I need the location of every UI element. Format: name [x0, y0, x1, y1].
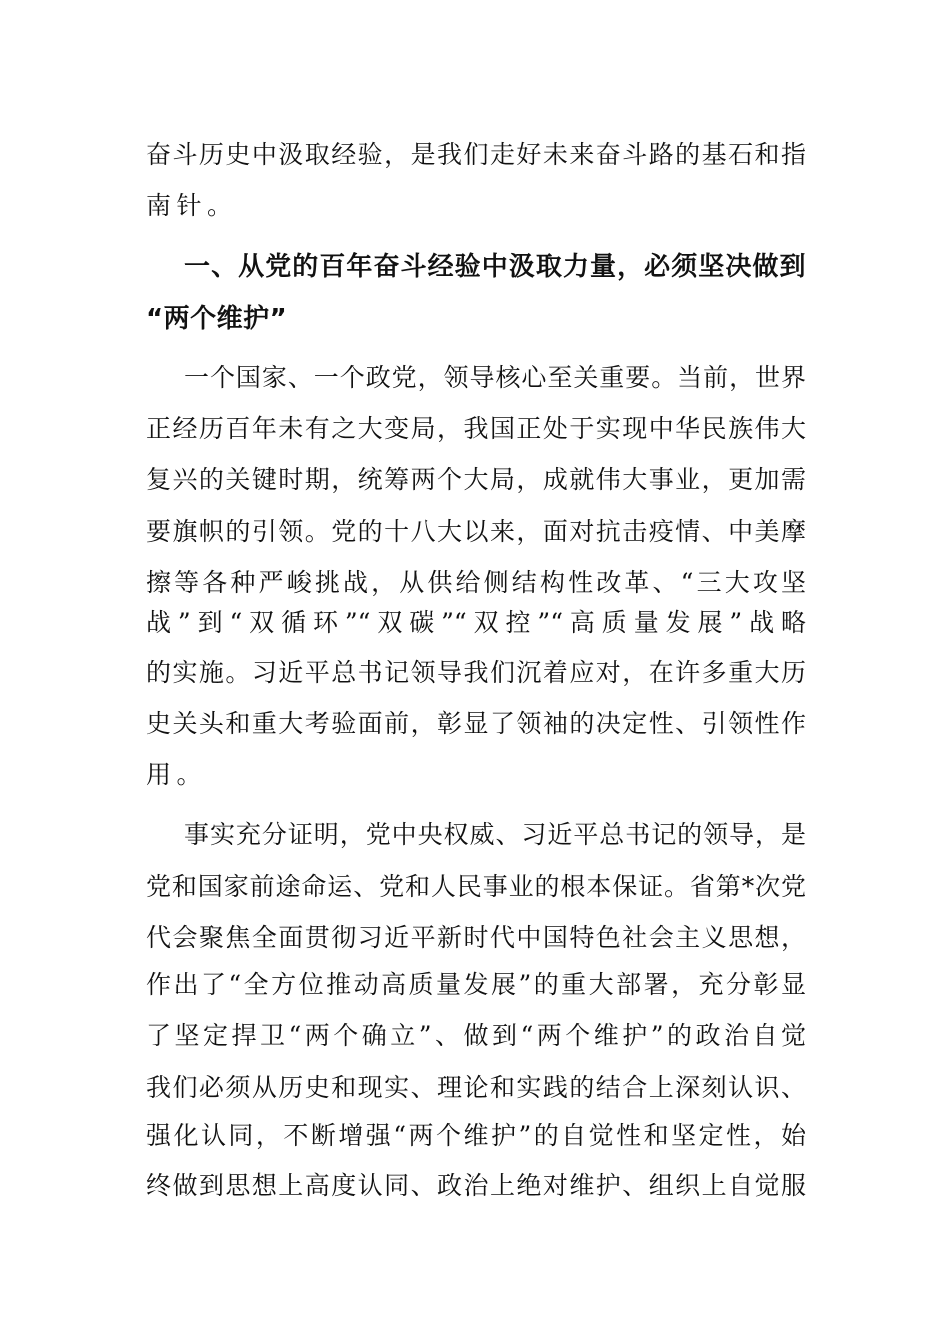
paragraph-1-line-1: 一个国家、一个政党，领导核心至关重要。当前，世界 [184, 363, 806, 392]
paragraph-2-line-4: 作出了“全方位推动高质量发展”的重大部署，充分彰显 [146, 970, 806, 999]
paragraph-1-line-5: 擦等各种严峻挑战，从供给侧结构性改革、“三大攻坚 [146, 568, 806, 597]
paragraph-2-line-2: 党和国家前途命运、党和人民事业的根本保证。省第*次党 [146, 872, 806, 901]
paragraph-1-line-3: 复兴的关键时期，统筹两个大局，成就伟大事业，更加需 [146, 465, 806, 494]
intro-line-1: 奋斗历史中汲取经验，是我们走好未来奋斗路的基石和指 [146, 140, 806, 169]
paragraph-2-line-6: 我们必须从历史和现实、理论和实践的结合上深刻认识、 [146, 1073, 806, 1102]
section-heading-line-1: 一、从党的百年奋斗经验中汲取力量，必须坚决做到 [184, 252, 806, 282]
section-heading-line-2: “两个维护” [146, 304, 288, 334]
paragraph-1-line-7: 的实施。习近平总书记领导我们沉着应对，在许多重大历 [146, 658, 806, 687]
paragraph-1-line-9: 用。 [146, 760, 208, 789]
intro-line-2: 南针。 [146, 191, 238, 220]
paragraph-1-line-8: 史关头和重大考验面前，彰显了领袖的决定性、引领性作 [146, 709, 806, 738]
paragraph-2-line-8: 终做到思想上高度认同、政治上绝对维护、组织上自觉服 [146, 1171, 806, 1200]
paragraph-1-line-2: 正经历百年未有之大变局，我国正处于实现中华民族伟大 [146, 414, 806, 443]
paragraph-2-line-3: 代会聚焦全面贯彻习近平新时代中国特色社会主义思想， [146, 923, 806, 952]
paragraph-2-line-5: 了坚定捍卫“两个确立”、做到“两个维护”的政治自觉 [146, 1021, 806, 1050]
paragraph-2-line-1: 事实充分证明，党中央权威、习近平总书记的领导，是 [184, 820, 806, 849]
paragraph-1-line-4: 要旗帜的引领。党的十八大以来，面对抗击疫情、中美摩 [146, 517, 806, 546]
paragraph-1-line-6: 战”到“双循环”“双碳”“双控”“高质量发展”战略 [146, 608, 806, 637]
paragraph-2-line-7: 强化认同，不断增强“两个维护”的自觉性和坚定性，始 [146, 1121, 806, 1150]
